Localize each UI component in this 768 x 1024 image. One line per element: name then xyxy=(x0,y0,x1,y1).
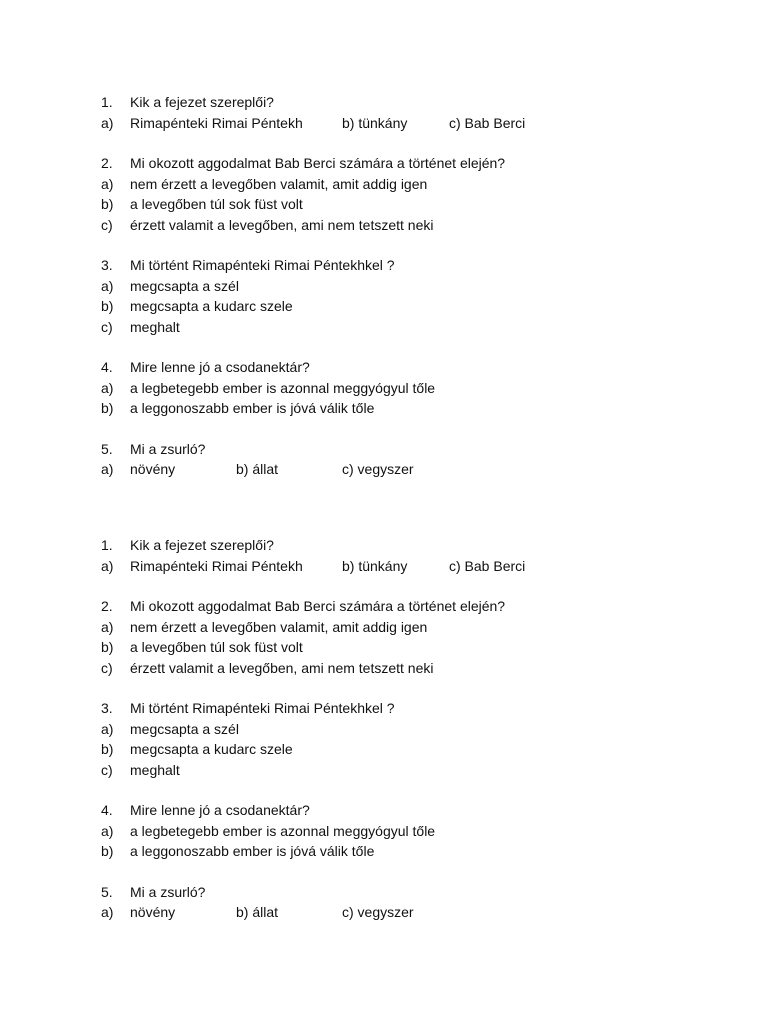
answer-line xyxy=(101,276,721,297)
answer-option-c: c) Bab Berci xyxy=(449,114,526,131)
answer-option-b: b) állat xyxy=(236,904,279,920)
answer-text: megcsapta a szél xyxy=(130,277,239,294)
question-text: Mi okozott aggodalmat Bab Berci számára a történet elején? xyxy=(130,598,506,614)
answer-marker: b) xyxy=(101,298,114,314)
answer-option-a: Rimapénteki Rimai Péntekh xyxy=(130,557,303,574)
question-text: Mi történt Rimapénteki Rimai Péntekhkel ? xyxy=(130,700,395,716)
question-number: 2. xyxy=(101,155,113,171)
inline-answers xyxy=(101,459,721,480)
question-text: Kik a fejezet szereplői? xyxy=(130,537,274,553)
answer-line xyxy=(101,821,721,842)
answer-text: a legbetegebb ember is azonnal meggyógyul tőle xyxy=(130,822,436,839)
inline-answers xyxy=(101,556,721,577)
answer-marker: b) xyxy=(101,639,114,655)
answer-marker: c) xyxy=(101,659,113,676)
question-2 xyxy=(101,596,721,678)
answer-text: megcsapta a kudarc szele xyxy=(130,298,293,314)
answer-text: nem érzett a levegőben valamit, amit addig igen xyxy=(130,618,428,635)
question-text: Mi okozott aggodalmat Bab Berci számára a történet elején? xyxy=(130,155,506,171)
answer-option-a: növény xyxy=(130,904,176,920)
answer-marker: b) xyxy=(101,741,114,757)
answer-text: a levegőben túl sok füst volt xyxy=(130,639,303,655)
answer-option-a: növény xyxy=(130,461,176,477)
quiz-block-1 xyxy=(101,92,721,500)
answer-marker: a) xyxy=(101,277,114,294)
answer-line xyxy=(101,296,721,317)
answer-marker: a) xyxy=(101,175,114,192)
question-text: Mi a zsurló? xyxy=(130,883,206,900)
question-line xyxy=(101,535,721,556)
question-number: 1. xyxy=(101,94,113,110)
answer-line xyxy=(101,378,721,399)
answer-marker: b) xyxy=(101,196,114,212)
answer-line xyxy=(101,317,721,338)
answer-option-c: c) vegyszer xyxy=(342,461,414,477)
question-1 xyxy=(101,535,721,576)
answer-option-a: Rimapénteki Rimai Péntekh xyxy=(130,114,303,131)
answer-line xyxy=(101,637,721,658)
answer-text: érzett valamit a levegőben, ami nem tetszett neki xyxy=(130,659,434,676)
answer-marker: a) xyxy=(101,904,114,920)
answer-line xyxy=(101,658,721,679)
answer-marker: b) xyxy=(101,400,114,416)
inline-answers xyxy=(101,902,721,923)
answer-line xyxy=(101,194,721,215)
inline-answers xyxy=(101,113,721,134)
answer-option-b: b) tünkány xyxy=(342,114,408,131)
answer-text: a levegőben túl sok füst volt xyxy=(130,196,303,212)
question-text: Mire lenne jó a csodanektár? xyxy=(130,802,310,818)
answer-line xyxy=(101,398,721,419)
answer-line xyxy=(101,760,721,781)
question-number: 5. xyxy=(101,883,113,900)
answer-text: megcsapta a szél xyxy=(130,720,239,737)
answer-line xyxy=(101,617,721,638)
answer-marker: c) xyxy=(101,761,113,778)
answer-marker: a) xyxy=(101,379,114,396)
answer-line xyxy=(101,841,721,862)
answer-text: a leggonoszabb ember is jóvá válik tőle xyxy=(130,843,375,859)
answer-line xyxy=(101,739,721,760)
answer-line xyxy=(101,174,721,195)
question-5 xyxy=(101,882,721,923)
answer-marker: a) xyxy=(101,557,114,574)
answer-marker: b) xyxy=(101,843,114,859)
answer-option-b: b) tünkány xyxy=(342,557,408,574)
question-3 xyxy=(101,698,721,780)
question-5 xyxy=(101,439,721,480)
question-line xyxy=(101,153,721,174)
answer-marker: c) xyxy=(101,318,113,335)
question-line xyxy=(101,357,721,378)
answer-option-c: c) Bab Berci xyxy=(449,557,526,574)
question-1 xyxy=(101,92,721,133)
question-line xyxy=(101,882,721,903)
answer-text: megcsapta a kudarc szele xyxy=(130,741,293,757)
question-line xyxy=(101,439,721,460)
answer-text: nem érzett a levegőben valamit, amit addig igen xyxy=(130,175,428,192)
answer-marker: a) xyxy=(101,822,114,839)
question-number: 2. xyxy=(101,598,113,614)
answer-line xyxy=(101,719,721,740)
question-number: 4. xyxy=(101,802,113,818)
question-text: Kik a fejezet szereplői? xyxy=(130,94,274,110)
question-number: 4. xyxy=(101,359,113,375)
answer-option-c: c) vegyszer xyxy=(342,904,414,920)
question-line xyxy=(101,255,721,276)
answer-text: a legbetegebb ember is azonnal meggyógyul tőle xyxy=(130,379,436,396)
answer-text: a leggonoszabb ember is jóvá válik tőle xyxy=(130,400,375,416)
answer-marker: a) xyxy=(101,720,114,737)
answer-marker: c) xyxy=(101,216,113,233)
question-line xyxy=(101,698,721,719)
answer-text: meghalt xyxy=(130,318,180,335)
answer-marker: a) xyxy=(101,618,114,635)
question-4 xyxy=(101,800,721,862)
question-number: 1. xyxy=(101,537,113,553)
question-3 xyxy=(101,255,721,337)
question-number: 3. xyxy=(101,700,113,716)
question-2 xyxy=(101,153,721,235)
question-number: 5. xyxy=(101,440,113,457)
question-number: 3. xyxy=(101,257,113,273)
question-text: Mi a zsurló? xyxy=(130,440,206,457)
question-4 xyxy=(101,357,721,419)
question-line xyxy=(101,800,721,821)
question-line xyxy=(101,92,721,113)
answer-marker: a) xyxy=(101,114,114,131)
answer-text: érzett valamit a levegőben, ami nem tetszett neki xyxy=(130,216,434,233)
answer-option-b: b) állat xyxy=(236,461,279,477)
question-text: Mire lenne jó a csodanektár? xyxy=(130,359,310,375)
question-line xyxy=(101,596,721,617)
question-text: Mi történt Rimapénteki Rimai Péntekhkel ? xyxy=(130,257,395,273)
answer-text: meghalt xyxy=(130,761,180,778)
answer-marker: a) xyxy=(101,461,114,477)
quiz-block-2 xyxy=(101,535,721,943)
answer-line xyxy=(101,215,721,236)
